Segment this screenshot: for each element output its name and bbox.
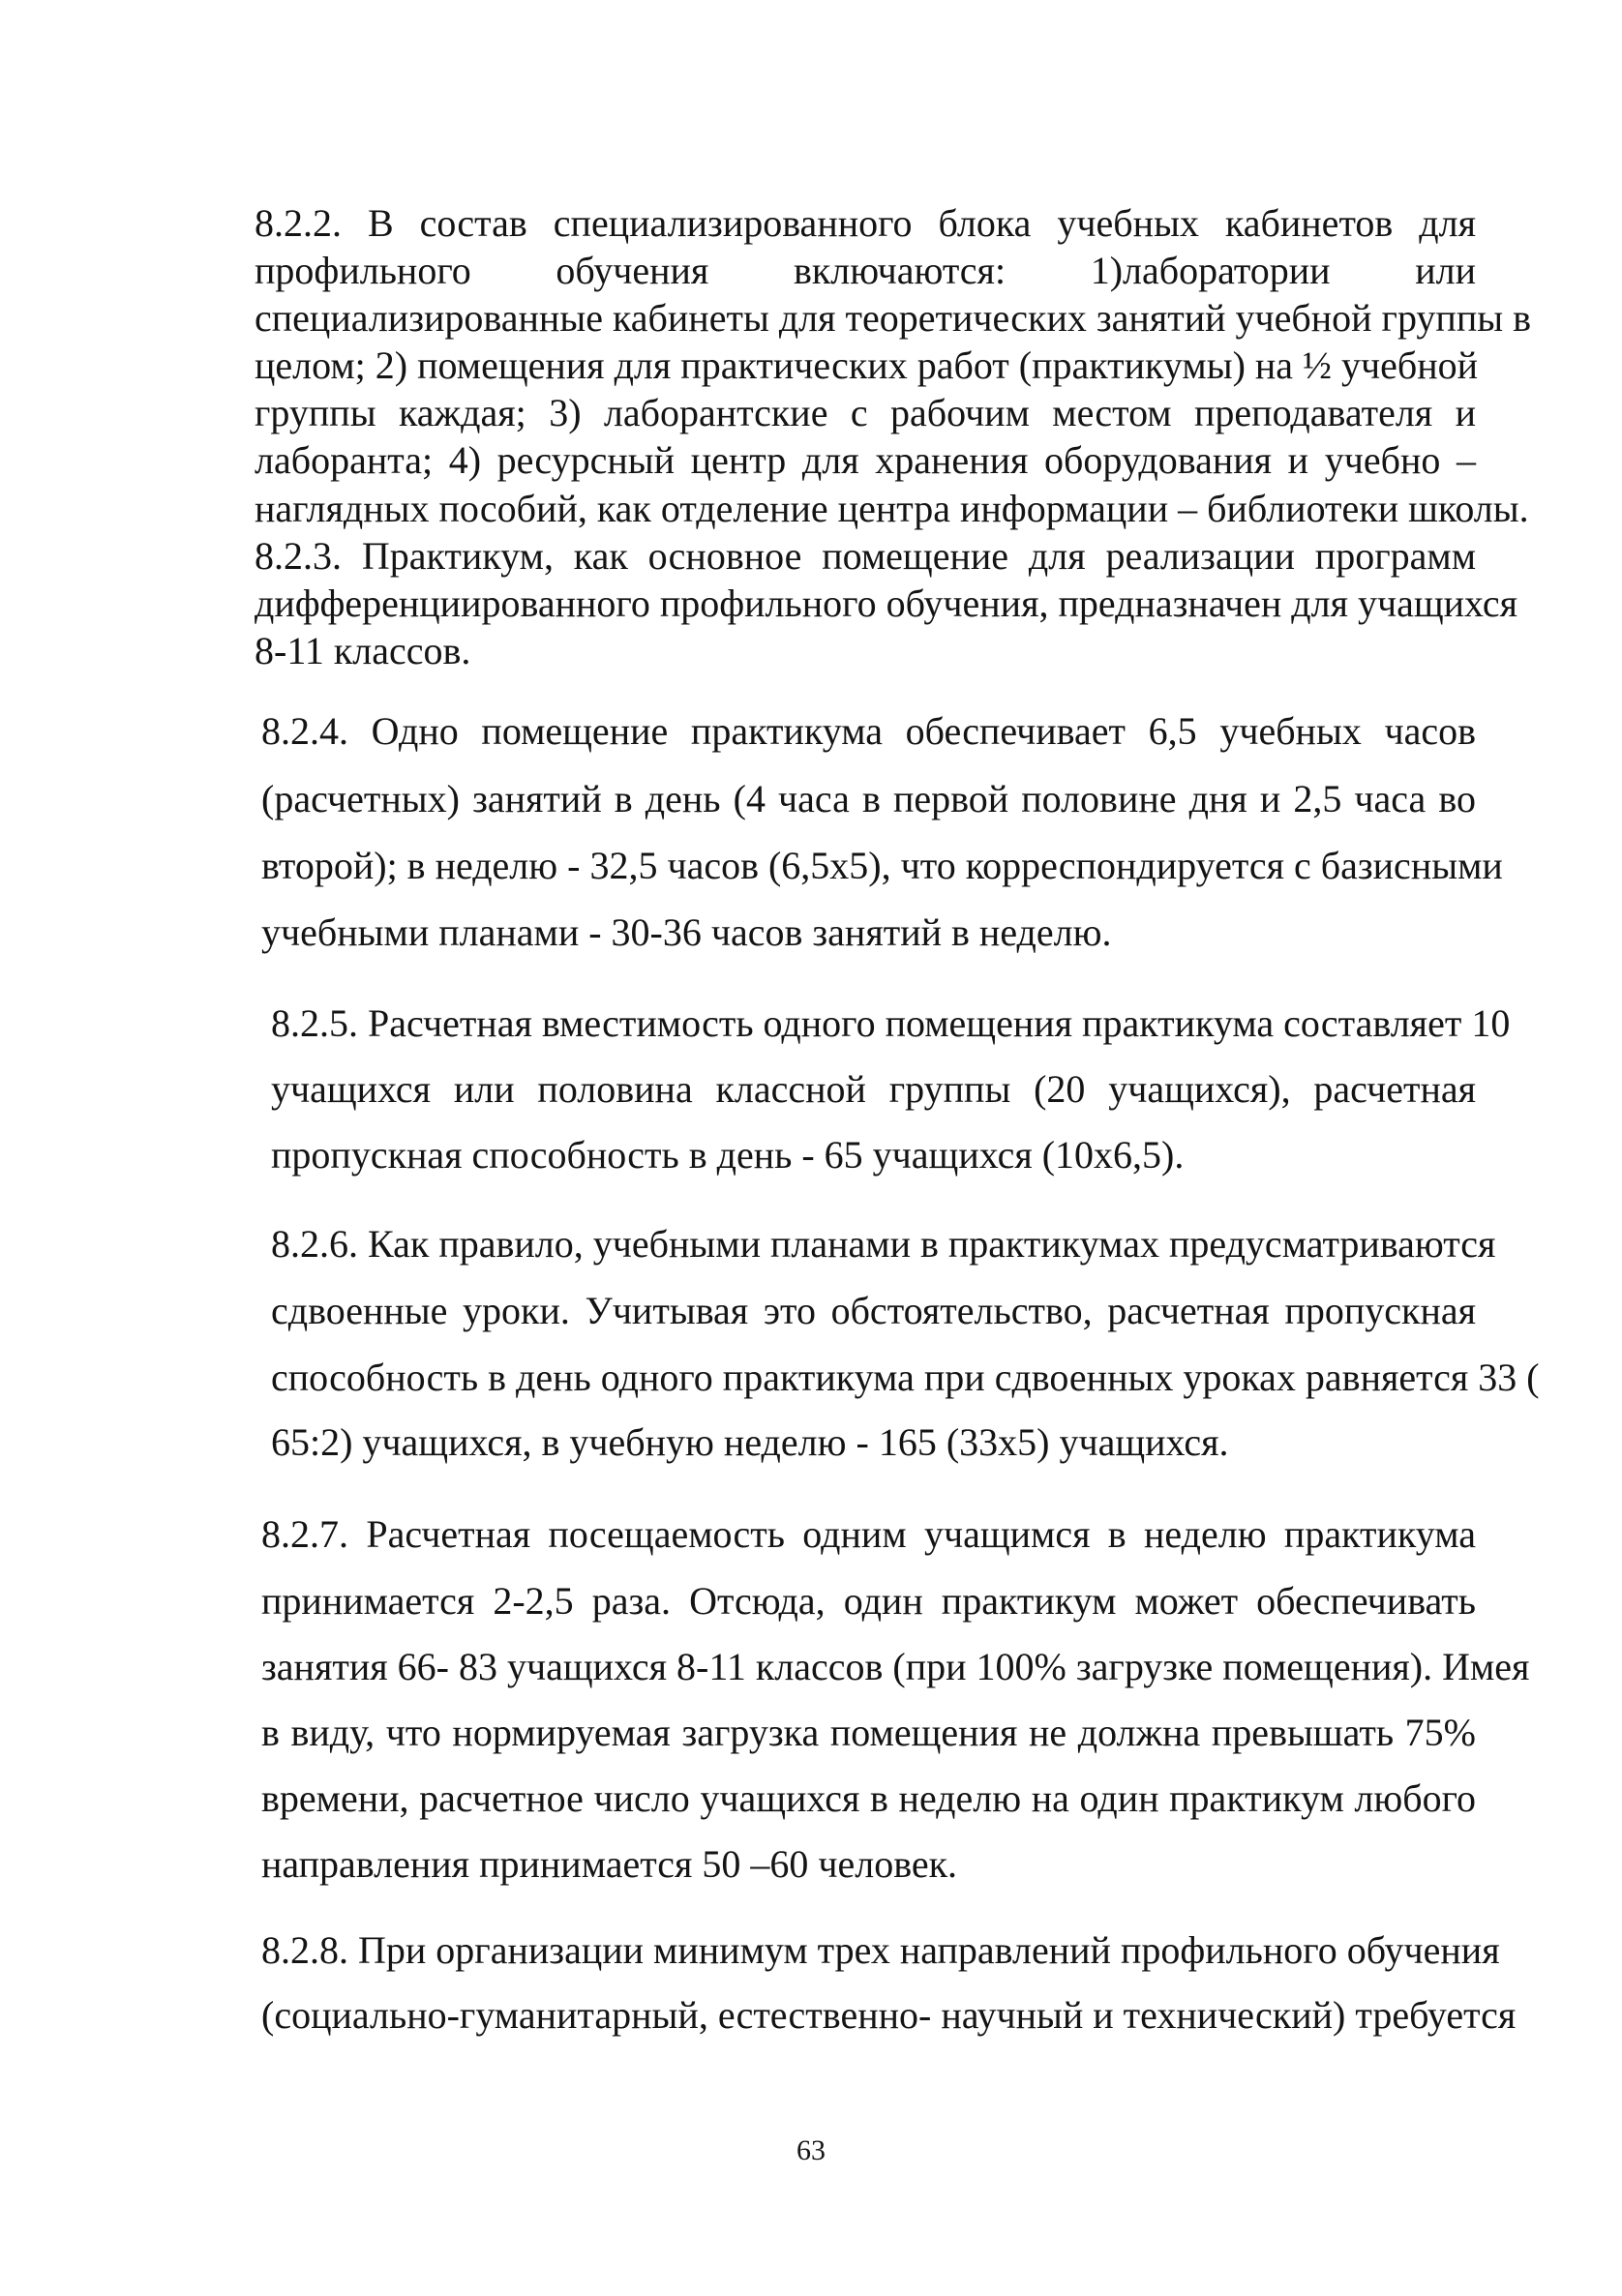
text-line: 8.2.3. Практикум, как основное помещение для реализации программ: [255, 534, 1476, 578]
text-line: 8.2.4. Одно помещение практикума обеспечивает 6,5 учебных часов: [261, 709, 1476, 753]
text-line: направления принимается 50 –60 человек.: [261, 1842, 958, 1886]
text-line: (социально-гуманитарный, естественно- научный и технический) требуется: [261, 1993, 1517, 2037]
text-line: дифференциированного профильного обучения, предназначен для учащихся: [255, 581, 1518, 625]
text-line: 8.2.6. Как правило, учебными планами в практикумах предусматриваются: [271, 1222, 1496, 1266]
text-line: 8.2.5. Расчетная вместимость одного помещения практикума составляет 10: [271, 1001, 1511, 1045]
page-number: 63: [796, 2134, 826, 2166]
text-line: 8.2.8. При организации минимум трех направлений профильного обучения: [261, 1928, 1500, 1972]
text-line: принимается 2-2,5 раза. Отсюда, один практикум может обеспечивать: [261, 1579, 1476, 1623]
text-line: (расчетных) занятий в день (4 часа в первой половине дня и 2,5 часа во: [261, 777, 1476, 820]
text-line: целом; 2) помещения для практических работ (практикумы) на ½ учебной: [255, 343, 1479, 387]
text-line: занятия 66- 83 учащихся 8-11 классов (при 100% загрузке помещения). Имея: [261, 1645, 1530, 1688]
text-line: учебными планами - 30-36 часов занятий в неделю.: [261, 910, 1112, 954]
text-line: 8.2.2. В состав специализированного блока учебных кабинетов для: [255, 201, 1476, 245]
text-line: 8.2.7. Расчетная посещаемость одним учащимся в неделю практикума: [261, 1512, 1476, 1556]
text-line: 65:2) учащихся, в учебную неделю - 165 (33x5) учащихся.: [271, 1420, 1229, 1464]
text-line: лаборанта; 4) ресурсный центр для хранения оборудования и учебно –: [255, 438, 1476, 482]
text-line: 8-11 классов.: [255, 629, 471, 672]
text-line: специализированные кабинеты для теоретических занятий учебной группы в: [255, 296, 1532, 340]
text-line: группы каждая; 3) лаборантские с рабочим местом преподавателя и: [255, 391, 1476, 434]
text-line: профильного обучения включаются: 1)лаборатории или: [255, 249, 1476, 292]
text-line: времени, расчетное число учащихся в неделю на один практикум любого: [261, 1776, 1476, 1820]
text-line: наглядных пособий, как отделение центра информации – библиотеки школы.: [255, 487, 1529, 530]
text-line: способность в день одного практикума при сдвоенных уроках равняется 33 (: [271, 1356, 1540, 1399]
text-line: в виду, что нормируемая загрузка помещения не должна превышать 75%: [261, 1711, 1476, 1754]
text-line: пропускная способность в день - 65 учащихся (10x6,5).: [271, 1133, 1185, 1177]
text-line: второй); в неделю - 32,5 часов (6,5x5), что корреспондируется с базисными: [261, 844, 1503, 887]
text-line: сдвоенные уроки. Учитывая это обстоятельство, расчетная пропускная: [271, 1289, 1476, 1332]
text-line: учащихся или половина классной группы (20 учащихся), расчетная: [271, 1067, 1476, 1111]
